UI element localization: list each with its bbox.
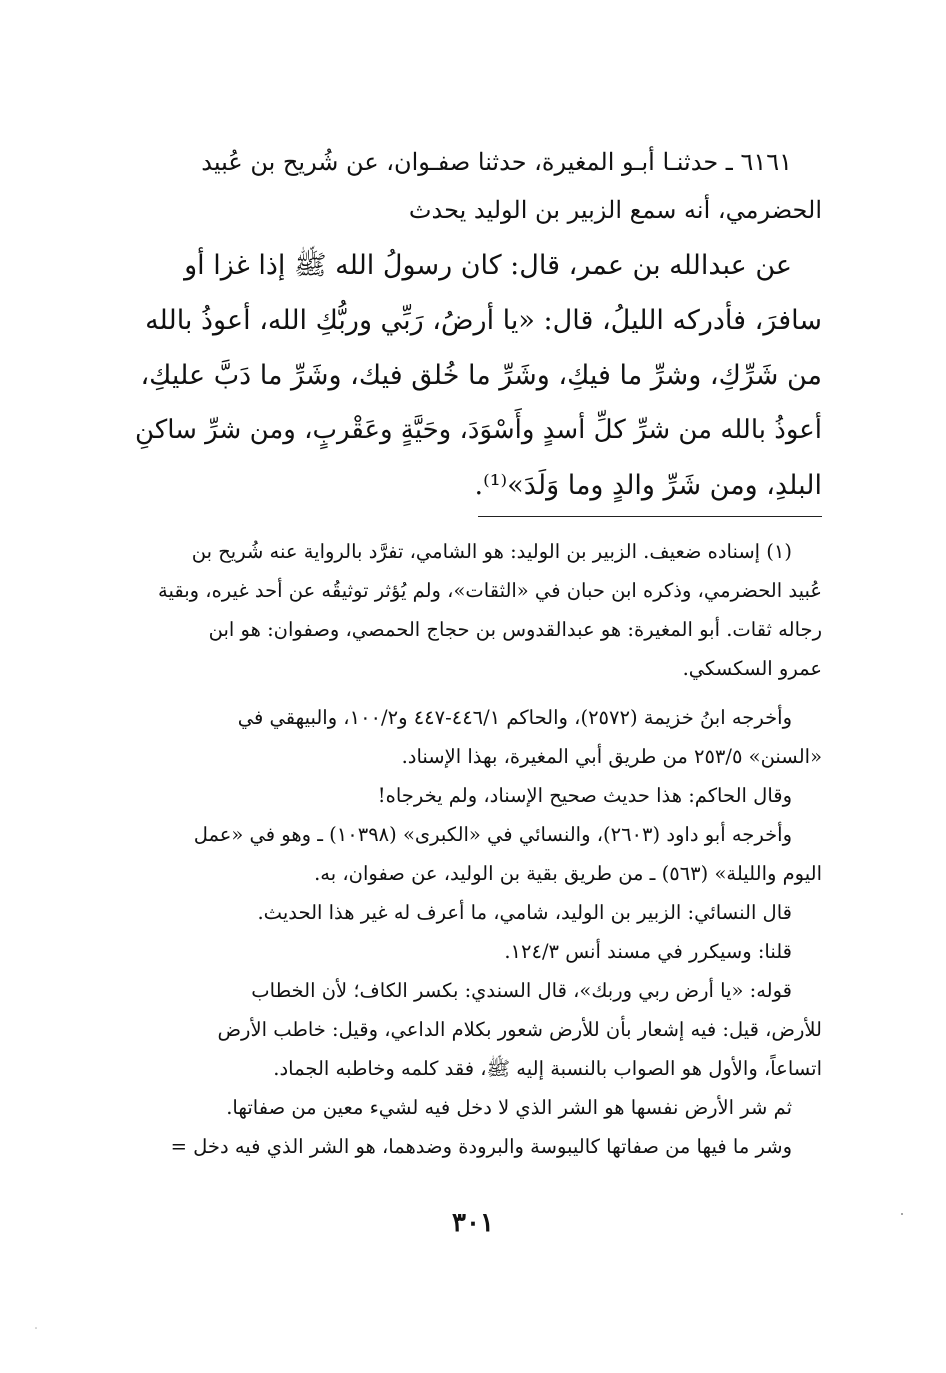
text-line: البلدِ، ومن شَرِّ والدٍ وما وَلَدَ»⁽¹⁾.	[474, 470, 822, 501]
text-line: الحضرمي، أنه سمع الزبير بن الوليد يحدث	[408, 196, 822, 224]
text-line: وأخرجه ابنُ خزيمة (٢٥٧٢)، والحاكم ٤٤٦/١-٤٤٧ و١٠٠/٢، والبيهقي في	[237, 706, 792, 729]
text-line: من شَرِّكِ، وشرِّ ما فيكِ، وشَرِّ ما خُلق فيك، وشَرِّ ما دَبَّ عليكِ،	[140, 360, 822, 391]
text-line: ٦١٦١ ـ حدثنـا أبـو المغيرة، حدثنا صفـوان، عن شُريح بن عُبيد	[201, 148, 792, 176]
text-line: عمرو السكسكي.	[682, 657, 822, 680]
text-line: ثم شر الأرض نفسها هو الشر الذي لا دخل فيه لشيء معين من صفاتها.	[226, 1096, 792, 1119]
text-line: رجاله ثقات. أبو المغيرة: هو عبدالقدوس بن حجاج الحمصي، وصفوان: هو ابن	[208, 618, 822, 641]
text-line: وقال الحاكم: هذا حديث صحيح الإسناد، ولم يخرجاه!	[377, 784, 792, 807]
page-number: ٣٠١	[452, 1208, 494, 1238]
text-line: «السنن» ٢٥٣/٥ من طريق أبي المغيرة، بهذا الإسناد.	[401, 745, 822, 768]
text-line: قال النسائي: الزبير بن الوليد، شامي، ما أعرف له غير هذا الحديث.	[257, 901, 792, 924]
text-line: قلنا: وسيكرر في مسند أنس ١٢٤/٣.	[504, 940, 792, 963]
text-line: وشر ما فيها من صفاتها كاليبوسة والبرودة وضدهما، هو الشر الذي فيه دخل =	[170, 1135, 792, 1158]
text-line: أعوذُ بالله من شرِّ كلِّ أسدٍ وأَسْوَدَ، وحَيَّةٍ وعَقْربٍ، ومن شرِّ ساكنِ	[135, 415, 822, 445]
text-line: اتساعاً، والأول هو الصواب بالنسبة إليه ﷺ، فقد كلمه وخاطبه الجماد.	[273, 1057, 822, 1080]
text-line: للأرض، قيل: فيه إشعار بأن للأرض شعور بكلام الداعي، وقيل: خاطب الأرض	[217, 1018, 822, 1041]
text-line: قوله: «يا أرض ربي وربك»، قال السندي: بكسر الكاف؛ لأن الخطاب	[251, 979, 792, 1002]
text-line: سافرَ، فأدركه الليلُ، قال: «يا أرضُ، رَبِّي وربُّكِ الله، أعوذُ بالله	[145, 305, 822, 336]
text-line: عُبيد الحضرمي، وذكره ابن حبان في «الثقات»، ولم يُؤثر توثيقُه عن أحد غيره، وبقية	[158, 579, 822, 602]
text-line: وأخرجه أبو داود (٢٦٠٣)، والنسائي في «الكبرى» (١٠٣٩٨) ـ وهو في «عمل	[193, 823, 792, 846]
text-line: اليوم والليلة» (٥٦٣) ـ من طريق بقية بن الوليد، عن صفوان، به.	[314, 862, 822, 885]
text-line: (١) إسناده ضعيف. الزبير بن الوليد: هو الشامي، تفرَّد بالرواية عنه شُريح بن	[191, 540, 792, 563]
text-line: عن عبدالله بن عمر، قال: كان رسولُ الله ﷺ إذا غزا أو	[184, 250, 792, 281]
